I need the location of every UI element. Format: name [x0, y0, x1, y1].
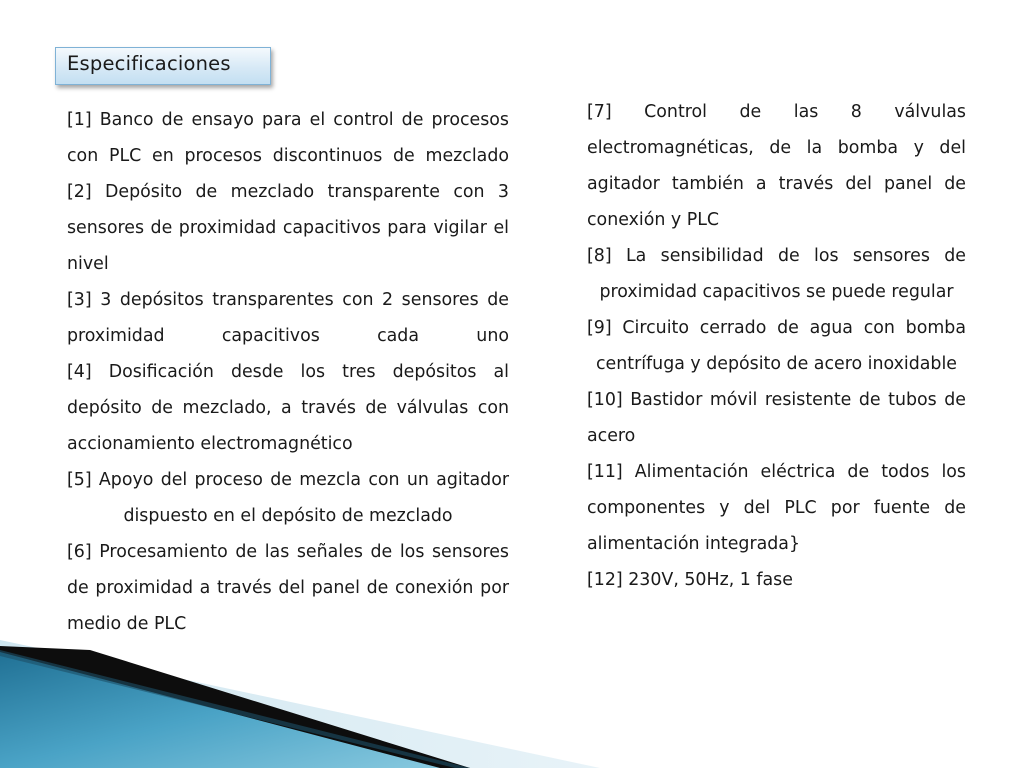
spec-item-2: [2] Depósito de mezclado transparente con 3 sensores de proximidad capacitivos para vigilar el nivel: [67, 182, 509, 274]
spec-item-10: [10] Bastidor móvil resistente de tubos de acero: [587, 390, 966, 446]
spec-item-8: [8] La sensibilidad de los sensores de proximidad capacitivos se puede regular: [587, 246, 966, 302]
left-spec-column: [67, 102, 509, 642]
spec-item-1: [1] Banco de ensayo para el control de procesos con PLC en procesos discontinuos de mezclado: [67, 110, 509, 166]
spec-item-11: [11] Alimentación eléctrica de todos los componentes y del PLC por fuente de alimentación integrada}: [587, 462, 966, 554]
spec-item-7: [7] Control de las 8 válvulas electromagnéticas, de la bomba y del agitador también a través del panel de conexión y PLC: [587, 102, 966, 230]
slide-title: Especificaciones: [55, 47, 271, 85]
right-spec-column: [587, 94, 966, 598]
spec-item-5: [5] Apoyo del proceso de mezcla con un agitador dispuesto en el depósito de mezclado: [67, 470, 509, 526]
spec-item-12: [12] 230V, 50Hz, 1 fase: [587, 570, 793, 590]
spec-item-6: [6] Procesamiento de las señales de los sensores de proximidad a través del panel de conexión por medio de PLC: [67, 542, 509, 634]
spec-item-4: [4] Dosificación desde los tres depósitos al depósito de mezclado, a través de válvulas con accionamiento electromagnético: [67, 362, 509, 454]
spec-item-3: [3] 3 depósitos transparentes con 2 sensores de proximidad capacitivos cada uno: [67, 290, 509, 346]
spec-item-9: [9] Circuito cerrado de agua con bomba centrífuga y depósito de acero inoxidable: [587, 318, 966, 374]
